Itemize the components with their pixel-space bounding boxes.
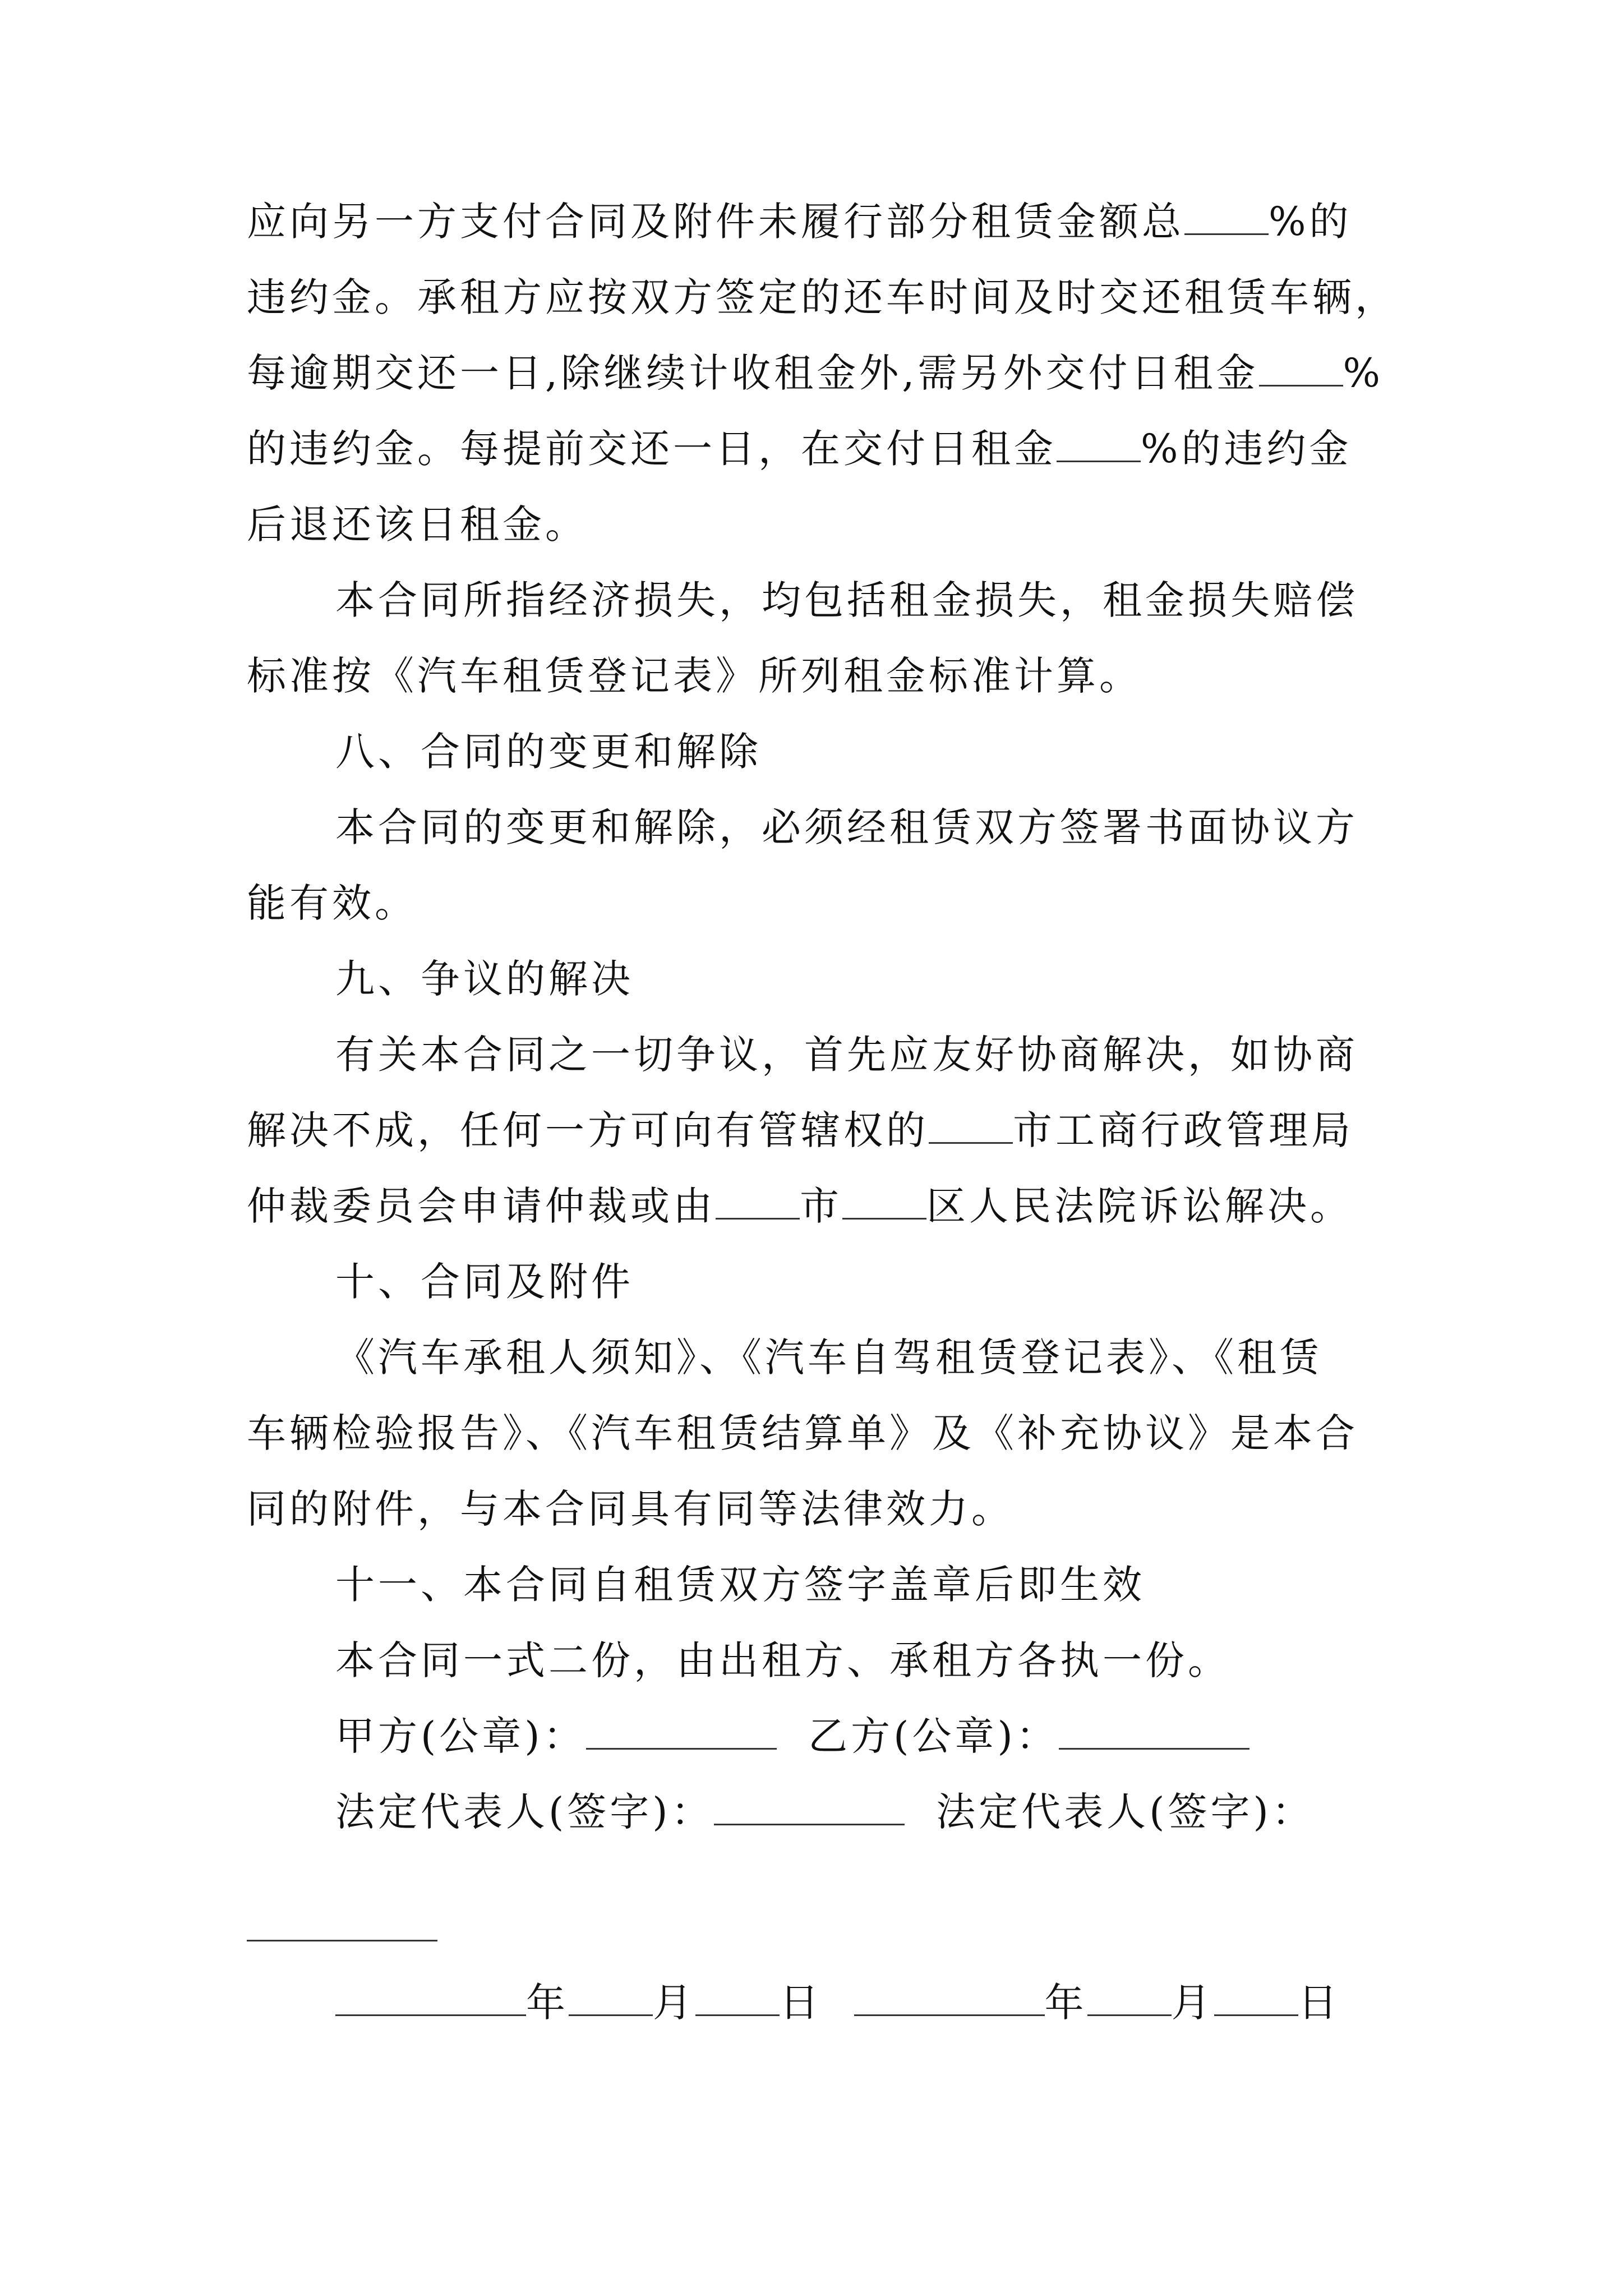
paragraph-dispute: 有关本合同之一切争议，首先应友好协商解决，如协商 <box>335 1032 1358 1078</box>
body-line-18: 同的附件，与本合同具有同等法律效力。 <box>247 1486 1014 1532</box>
blank-field <box>1259 352 1343 386</box>
body-line-13: 解决不成，任何一方可向有管辖权的 市工商行政管理局 <box>247 1107 1354 1153</box>
day-a-blank <box>695 1982 780 2016</box>
paragraph-change-termination: 本合同的变更和解除，必须经租赁双方签署书面协议方 <box>335 804 1358 850</box>
body-line-7: 标准按《汽车租赁登记表》所列租金标准计算。 <box>247 653 1142 699</box>
body-line-4: 的违约金。每提前交还一日，在交付日租金 %的违约金 <box>247 426 1352 472</box>
paragraph-loss-definition: 本合同所指经济损失，均包括租金损失，租金损失赔偿 <box>335 577 1358 623</box>
blank-field <box>842 1185 926 1220</box>
rep-b-blank <box>247 1940 437 1941</box>
body-line-3: 每逾期交还一日,除继续计收租金外,需另外交付日租金 % <box>247 350 1384 396</box>
section-heading-10: 十、合同及附件 <box>335 1259 634 1305</box>
body-line-1: 应向另一方支付合同及附件未履行部分租赁金额总 %的 <box>247 199 1352 245</box>
date-line: 年 月 日 年 月 日 <box>335 1975 1341 2031</box>
paragraph-copies: 本合同一式二份，由出租方、承租方各执一份。 <box>335 1637 1230 1683</box>
rep-a-blank <box>714 1791 905 1825</box>
month-b-blank <box>1087 1982 1172 2016</box>
day-b-blank <box>1214 1982 1298 2016</box>
party-b-seal-blank <box>1059 1715 1249 1750</box>
seal-line <box>335 1708 1249 1764</box>
rep-b-label: 法定代表人(签字)： <box>936 1789 1315 1835</box>
body-line-17: 车辆检验报告》、《汽车租赁结算单》及《补充协议》是本合 <box>247 1410 1358 1456</box>
body-line-14: 仲裁委员会申请仲裁或由 市 区人民法院诉讼解决。 <box>247 1183 1353 1229</box>
year-b-blank <box>854 1982 1045 2016</box>
body-line-2: 违约金。承租方应按双方签定的还车时间及时交还租赁车辆， <box>247 274 1398 320</box>
party-b-seal-label: 乙方(公章)： <box>808 1713 1059 1759</box>
blank-field <box>929 1110 1013 1144</box>
body-line-10: 能有效。 <box>247 880 417 926</box>
party-a-seal-blank <box>586 1715 777 1750</box>
year-a-blank <box>335 1982 526 2016</box>
rep-a-label: 法定代表人(签字)： <box>335 1789 714 1835</box>
month-a-blank <box>569 1982 653 2016</box>
section-heading-11: 十一、本合同自租赁双方签字盖章后即生效 <box>335 1562 1145 1608</box>
section-heading-9: 九、争议的解决 <box>335 956 634 1002</box>
blank-field <box>716 1185 800 1220</box>
section-heading-8: 八、合同的变更和解除 <box>335 729 762 775</box>
representative-line <box>335 1784 1315 1840</box>
paragraph-attachments: 《汽车承租人须知》、《汽车自驾租赁登记表》、《租赁 <box>335 1335 1322 1381</box>
blank-field <box>1057 428 1141 462</box>
body-line-5: 后退还该日租金。 <box>247 501 588 547</box>
party-a-seal-label: 甲方(公章)： <box>335 1713 586 1759</box>
blank-field <box>1184 201 1269 235</box>
